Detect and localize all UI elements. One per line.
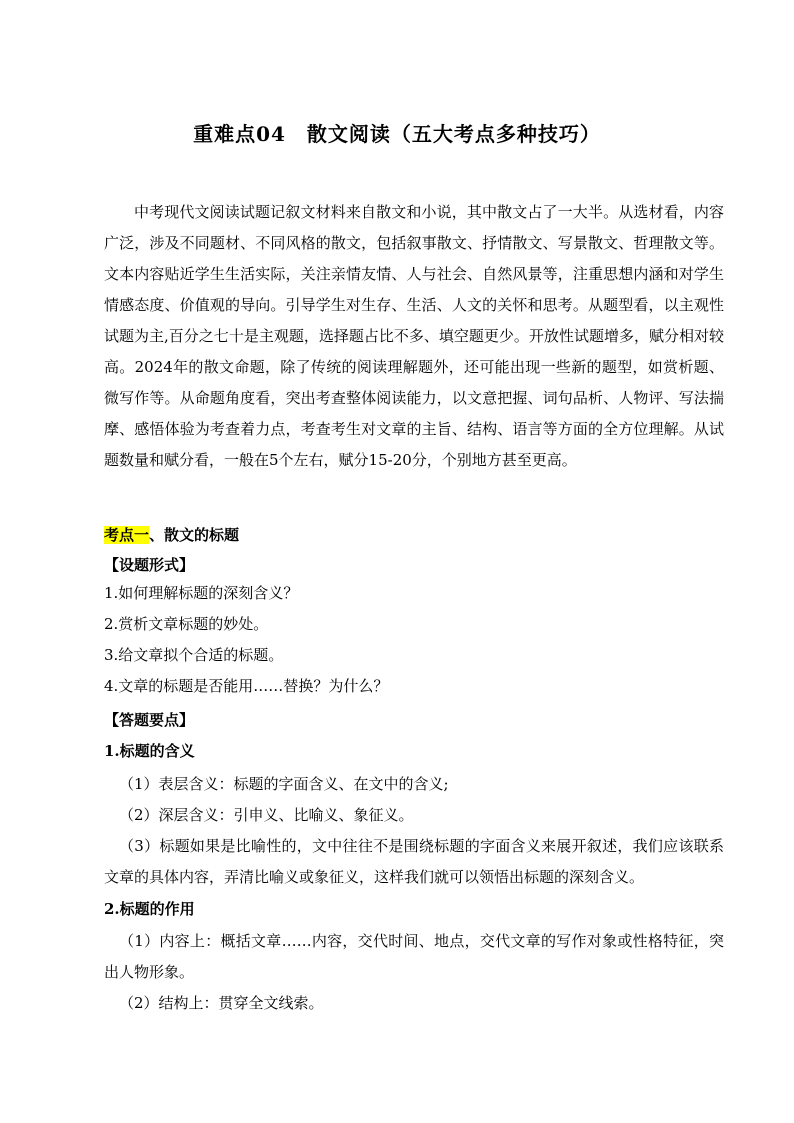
list-item: （2）深层含义：引申义、比喻义、象征义。 (119, 806, 414, 824)
body-paragraph: （1）内容上：概括文章……内容，交代时间、地点，交代文章的写作对象或性格特征，突出人物形象。 (104, 932, 724, 981)
question-item: 1.如何理解标题的深刻含义？ (104, 584, 299, 602)
list-item: （2）结构上：贯穿全文线索。 (119, 994, 324, 1012)
body-paragraph: （3）标题如果是比喻性的，文中往往不是围绕标题的字面含义来展开叙述，我们应该联系文章的具体内容，弄清比喻义或象征义，这样我们就可以领悟出标题的深刻含义。 (104, 837, 724, 886)
question-item: 4.文章的标题是否能用……替换？为什么？ (104, 677, 389, 695)
question-item: 3.给文章拟个合适的标题。 (104, 646, 284, 664)
points-heading: 【答题要点】 (104, 711, 195, 729)
page-title: 重难点04 散文阅读（五大考点多种技巧） (193, 122, 601, 146)
question-item: 2.赏析文章标题的妙处。 (104, 615, 269, 633)
section-heading-rest: 、散文的标题 (149, 526, 240, 544)
intro-paragraph: 中考现代文阅读试题记叙文材料来自散文和小说，其中散文占了一大半。从选材看，内容广泛，涉及不同题材、不同风格的散文，包括叙事散文、抒情散文、写景散文、哲理散文等。文本内容贴近学生生活实际，关注亲情友情、人与社会、自然风景等，注重思想内涵和对学生情感态度、价值观的导向。引导学生对生存、生活、人文的关怀和思考。从题型看，以主观性试题为主,百分之七十是主观题，选择题占比不多、填空题更少。开放性试题增多，赋分相对较高。2024年的散文命题，除了传统的阅读理解题外，还可能出现一些新的题型，如赏析题、微写作等。从命题角度看，突出考查整体阅读能力，以文意把握、词句品析、人物评、写法揣摩、感悟体验为考查着力点，考查考生对文章的主旨、结构、语言等方面的全方位理解。从试题数量和赋分看，一般在5个左右，赋分15-20分，个别地方甚至更高。 (104, 203, 724, 469)
form-heading: 【设题形式】 (104, 556, 195, 574)
subsection-heading: 2.标题的作用 (104, 900, 195, 918)
list-item: （1）表层含义：标题的字面含义、在文中的含义; (119, 775, 449, 793)
subsection-heading: 1.标题的含义 (104, 742, 195, 760)
section-heading-highlight: 考点一 (104, 526, 150, 544)
section-heading (104, 524, 239, 546)
